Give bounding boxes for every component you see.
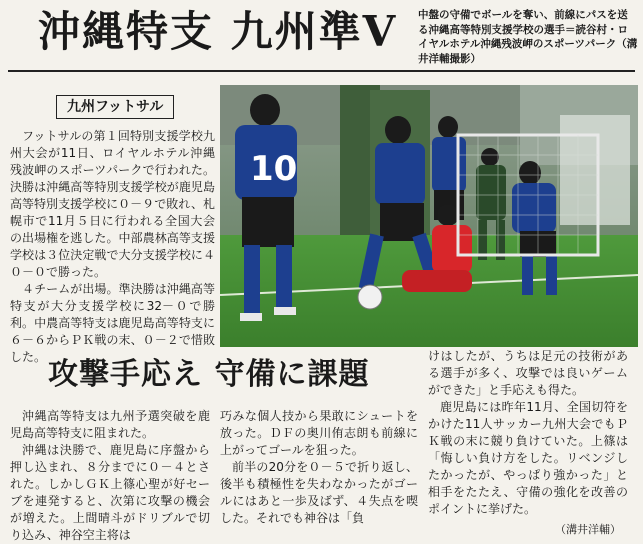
body-paragraph: 鹿児島には昨年11月、全国切符をかけた11人サッカー九州大会でもＰＫ戦の末に競り負けていた。上篠は「悔しい負け方をした。リベンジしたかったが、やっぱり強かった」と相手をたたえ、守備の強化を改善のポイントに挙げた。 <box>428 400 628 516</box>
lead-paragraph: ４チームが出場。準決勝は沖縄高等特支が大分支援学校に32－０で勝利。中農高等特支は鹿児島高等特支に６－６からＰＫ戦の末、０－２で惜敗した。 <box>10 282 215 364</box>
body-paragraph: 巧みな個人技から果敢にシュートを放った。ＤＦの奥川侑志朗も前線に上がってゴールを狙った。 <box>220 409 418 457</box>
futsal-photo <box>220 85 638 347</box>
top-rule <box>8 70 635 72</box>
body-column-3 <box>428 348 628 518</box>
futsal-photo-image <box>220 85 638 347</box>
body-column-1 <box>10 408 210 544</box>
body-paragraph: けはしたが、うちは足元の技術がある選手が多く、攻撃では良いゲームができた」と手応えも得た。 <box>428 349 628 397</box>
body-column-2 <box>220 408 418 527</box>
headline-main: 沖縄特支 九州準V <box>38 7 398 56</box>
body-paragraph: 沖縄は決勝で、鹿児島に序盤から押し込まれ、８分までに０－４とされた。しかしＧＫ上篠心聖が好セーブを連発すると、次第に攻撃の機会が増えた。上間晴斗がドリブルで切り込み、神谷空主将は <box>10 443 210 542</box>
photo-caption: 中盤の守備でボールを奪い、前線にパスを送る沖縄高等特別支援学校の選手＝読谷村・ロイヤルホテル沖縄残波岬のスポーツパーク（溝井洋輔撮影） <box>418 9 638 65</box>
body-paragraph: 沖縄高等特支は九州予選突破を鹿児島高等特支に阻まれた。 <box>10 409 210 440</box>
lead-article <box>10 128 215 366</box>
author-credit: （溝井洋輔） <box>555 523 621 536</box>
section-label: 九州フットサル <box>56 95 174 119</box>
body-paragraph: 前半の20分を０－５で折り返し、後半も積極性を失わなかったがゴールにはあと一歩及ばず、４失点を喫した。それでも神谷は「負 <box>220 460 418 525</box>
jersey-number: 10 <box>250 149 298 189</box>
lead-paragraph: フットサルの第１回特別支援学校九州大会が11日、ロイヤルホテル沖縄残波岬のスポーツパークで行われた。決勝は沖縄高等特別支援学校が鹿児島高等特別支援学校に０－９で敗れ、札幌市で11月５日に行われる全国大会の出場権を逃した。中部農林高等支援学校は３位決定戦で大分支援学校に４０－０で勝った。 <box>10 129 215 279</box>
headline-sub: 攻撃手応え 守備に課題 <box>48 357 370 392</box>
